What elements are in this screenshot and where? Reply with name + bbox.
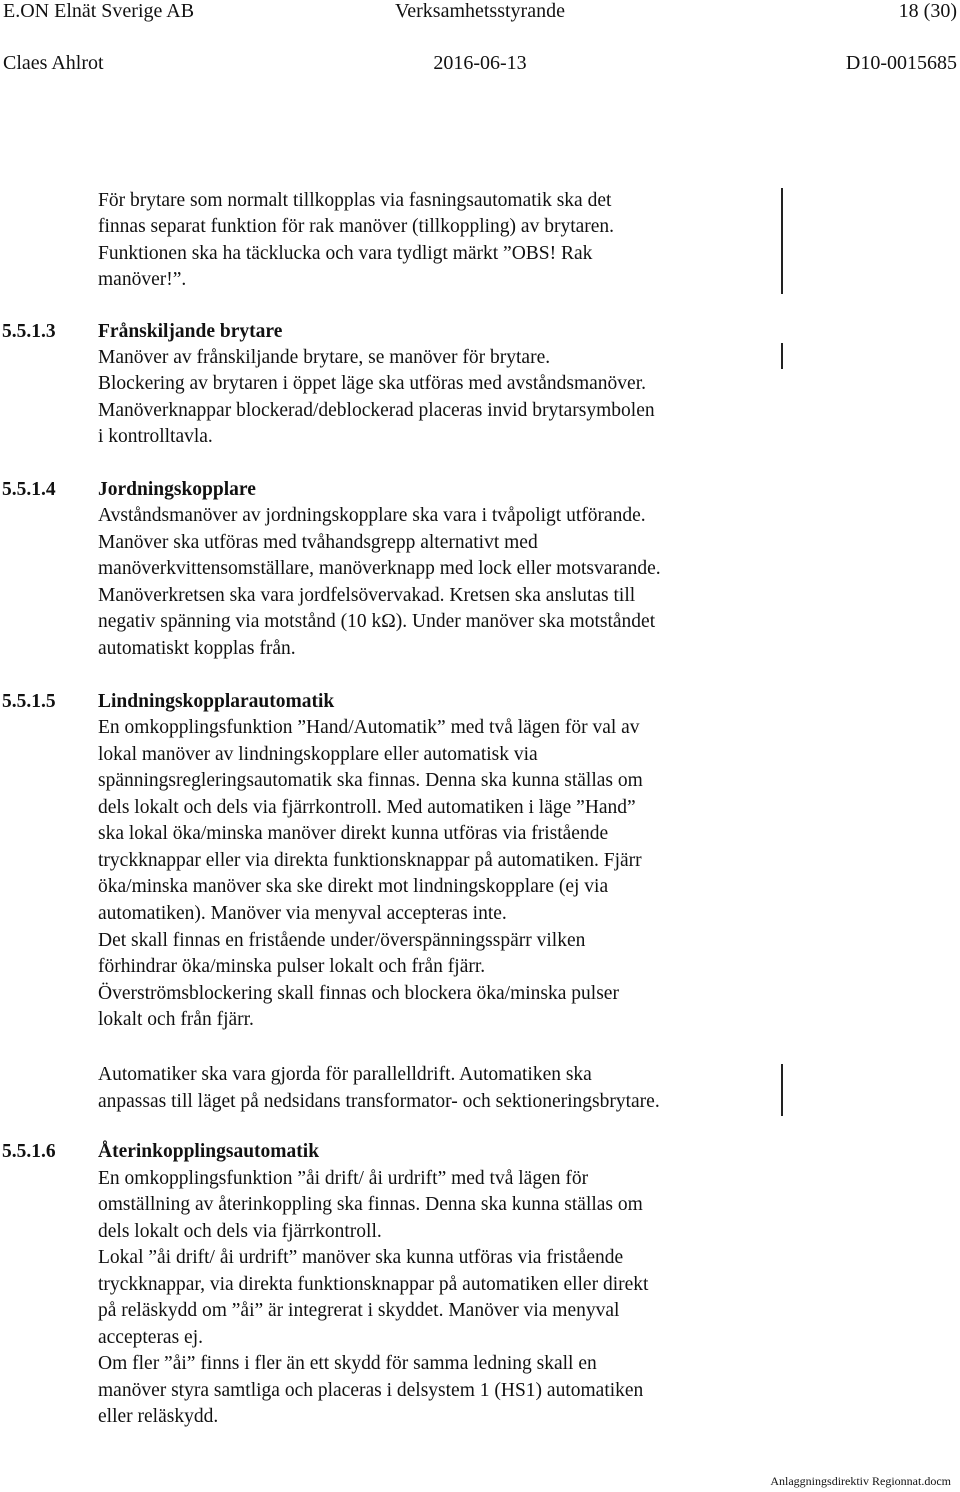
section-line: tryckknappar eller via direkta funktionsknappar på automatiken. Fjärr (98, 850, 642, 871)
section-line: Lokal ”åi drift/ åi urdrift” manöver ska kunna utföras via fristående (98, 1247, 624, 1268)
section-line: anpassas till läget på nedsidans transformator- och sektioneringsbrytare. (98, 1091, 660, 1112)
department-name: Verksamhetsstyrande (395, 0, 565, 22)
document-header (0, 0, 960, 26)
section-line: på reläskydd om ”åi” är integrerat i skyddet. Manöver via menyval (98, 1300, 620, 1321)
section-line: ska lokal öka/minska manöver direkt kunna utföras via fristående (98, 823, 609, 844)
section-title: Återinkopplingsautomatik (98, 1141, 320, 1162)
section-line: automatiskt kopplas från. (98, 638, 296, 659)
section-title: Jordningskopplare (98, 479, 256, 500)
document-subheader (0, 52, 960, 78)
revision-bar (781, 343, 783, 369)
revision-bar (781, 188, 783, 294)
section-line: öka/minska manöver ska ske direkt mot lindningskopplare (ej via (98, 876, 609, 897)
section-line: Automatiker ska vara gjorda för parallelldrift. Automatiken ska (98, 1064, 592, 1085)
intro-line: Funktionen ska ha täcklucka och vara tydligt märkt ”OBS! Rak (98, 243, 593, 264)
page-number: 18 (30) (898, 0, 957, 22)
section-line: Blockering av brytaren i öppet läge ska utföras med avståndsmanöver. (98, 373, 646, 394)
intro-line: För brytare som normalt tillkopplas via fasningsautomatik ska det (98, 190, 612, 211)
section-line: förhindrar öka/minska pulser lokalt och från fjärr. (98, 956, 486, 977)
section-line: manöverkvittensomställare, manöverknapp med lock eller motsvarande. (98, 558, 661, 579)
intro-line: finnas separat funktion för rak manöver (tillkoppling) av brytaren. (98, 216, 615, 237)
section-line: Avståndsmanöver av jordningskopplare ska vara i tvåpoligt utförande. (98, 505, 646, 526)
section-number: 5.5.1.5 (2, 691, 56, 712)
section-title: Lindningskopplarautomatik (98, 691, 335, 712)
section-line: Manöver av frånskiljande brytare, se manöver för brytare. (98, 347, 551, 368)
author-name: Claes Ahlrot (3, 52, 104, 74)
section-line: eller reläskydd. (98, 1406, 219, 1427)
section-line: lokalt och från fjärr. (98, 1009, 254, 1030)
section-line: dels lokalt och dels via fjärrkontroll. Med automatiken i läge ”Hand” (98, 797, 636, 818)
section-line: Manöverkretsen ska vara jordfelsövervakad. Kretsen ska anslutas till (98, 585, 636, 606)
section-line: negativ spänning via motstånd (10 kΩ). Under manöver ska motståndet (98, 611, 656, 632)
section-line: Om fler ”åi” finns i fler än ett skydd för samma ledning skall en (98, 1353, 597, 1374)
section-number: 5.5.1.3 (2, 321, 56, 342)
document-date: 2016-06-13 (433, 52, 527, 74)
section-line: En omkopplingsfunktion ”åi drift/ åi urdrift” med två lägen för (98, 1168, 589, 1189)
revision-bar (781, 1064, 783, 1116)
intro-line: manöver!”. (98, 269, 187, 290)
section-line: lokal manöver av lindningskopplare eller automatisk via (98, 744, 538, 765)
footer-filename: Anlaggningsdirektiv Regionnat.docm (770, 1474, 951, 1488)
section-line: Manöver ska utföras med tvåhandsgrepp alternativt med (98, 532, 538, 553)
document-id: D10-0015685 (845, 52, 957, 74)
section-line: automatiken). Manöver via menyval accepteras inte. (98, 903, 507, 924)
section-line: omställning av återinkoppling ska finnas. Denna ska kunna ställas om (98, 1194, 643, 1215)
company-name: E.ON Elnät Sverige AB (3, 0, 195, 22)
section-number: 5.5.1.6 (2, 1141, 56, 1162)
section-line: Manöverknappar blockerad/deblockerad placeras invid brytarsymbolen (98, 400, 655, 421)
section-line: i kontrolltavla. (98, 426, 213, 447)
section-line: accepteras ej. (98, 1327, 204, 1348)
section-line: spänningsregleringsautomatik ska finnas. Denna ska kunna ställas om (98, 770, 643, 791)
section-line: Det skall finnas en fristående under/överspänningsspärr vilken (98, 930, 586, 951)
section-number: 5.5.1.4 (2, 479, 56, 500)
section-line: dels lokalt och dels via fjärrkontroll. (98, 1221, 382, 1242)
section-title: Frånskiljande brytare (98, 321, 283, 342)
section-line: En omkopplingsfunktion ”Hand/Automatik” med två lägen för val av (98, 717, 640, 738)
section-line: tryckknappar, via direkta funktionsknappar på automatiken eller direkt (98, 1274, 649, 1295)
section-line: manöver styra samtliga och placeras i delsystem 1 (HS1) automatiken (98, 1380, 644, 1401)
section-line: Överströmsblockering skall finnas och blockera öka/minska pulser (98, 983, 619, 1004)
